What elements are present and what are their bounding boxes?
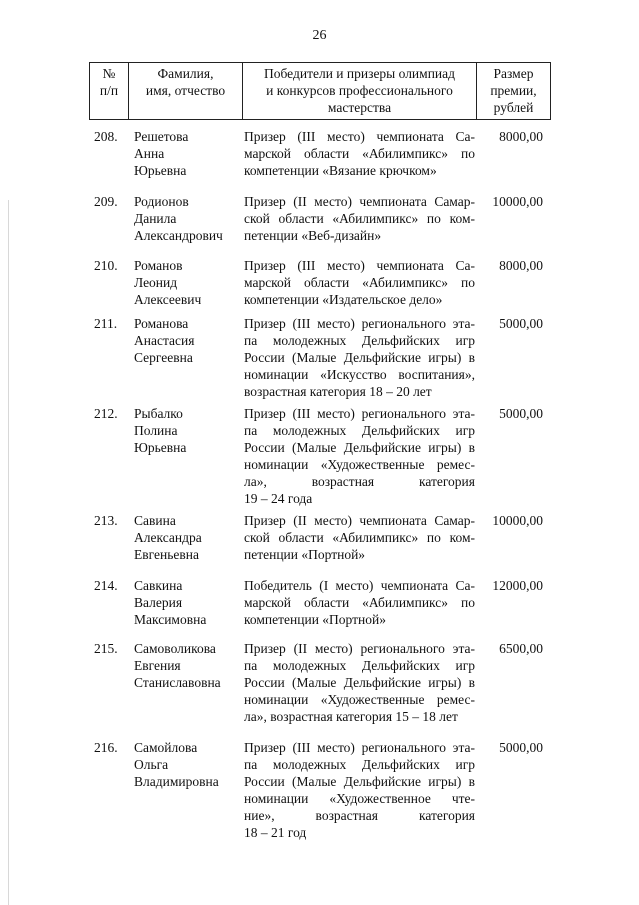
entry-number: 212. bbox=[94, 406, 118, 421]
entry-description: Призер (II место) чемпионата Самар- ской области «Абилимпикс» по ком- петенции «Портной» bbox=[244, 513, 475, 562]
header-name-column: Фамилия, имя, отчество bbox=[129, 63, 243, 120]
table-header bbox=[89, 62, 551, 120]
entry-name: Савкина Валерия Максимовна bbox=[134, 578, 207, 627]
entry-number: 211. bbox=[94, 316, 118, 331]
entry-number: 210. bbox=[94, 258, 118, 273]
entry-name: Родионов Данила Александрович bbox=[134, 194, 223, 243]
entry-prize: 12000,00 bbox=[492, 578, 543, 593]
entry-description: Призер (III место) чемпионата Са- марской области «Абилимпикс» по компетенции «Издательское дело» bbox=[244, 258, 475, 307]
entry-description: Призер (III место) регионального эта- па молодежных Дельфийских игр России (Малые Дельфийские игры) в номинации «Искусство воспитания», возрастная категория 18 – 20 лет bbox=[244, 316, 475, 399]
entry-name: Романова Анастасия Сергеевна bbox=[134, 316, 195, 365]
entry-number: 208. bbox=[94, 129, 118, 144]
entry-name: Самоволикова Евгения Станиславовна bbox=[134, 641, 221, 690]
entry-name: Савина Александра Евгеньевна bbox=[134, 513, 202, 562]
entry-description: Призер (II место) регионального эта- па молодежных Дельфийских игр России (Малые Дельфийские игры) в номинации «Художественные ремес- ла», возрастная категория 15 – 18 лет bbox=[244, 641, 475, 724]
header-description-column: Победители и призеры олимпиад и конкурсов профессионального мастерства bbox=[243, 63, 477, 120]
entry-description: Призер (III место) регионального эта- па молодежных Дельфийских игр России (Малые Дельфийские игры) в номинации «Художественные ремес- ла», возрастная категория 19 – 24 года bbox=[244, 406, 475, 506]
page-number: 26 bbox=[312, 28, 327, 43]
entry-name: Решетова Анна Юрьевна bbox=[134, 129, 189, 178]
entry-prize: 5000,00 bbox=[499, 406, 543, 421]
entry-description: Призер (III место) регионального эта- па молодежных Дельфийских игр России (Малые Дельфийские игры) в номинации «Художественное чте- ние», возрастная категория 18 – 21 год bbox=[244, 740, 475, 840]
entry-name: Рыбалко Полина Юрьевна bbox=[134, 406, 187, 455]
entry-name: Романов Леонид Алексеевич bbox=[134, 258, 202, 307]
scan-margin-line bbox=[8, 200, 9, 905]
header-prize-column: Размер премии, рублей bbox=[477, 63, 551, 120]
entry-number: 209. bbox=[94, 194, 118, 209]
entry-prize: 10000,00 bbox=[492, 194, 543, 209]
entry-number: 215. bbox=[94, 641, 118, 656]
entry-description: Призер (III место) чемпионата Са- марской области «Абилимпикс» по компетенции «Вязание крючком» bbox=[244, 129, 475, 178]
entry-prize: 10000,00 bbox=[492, 513, 543, 528]
entry-number: 213. bbox=[94, 513, 118, 528]
entry-number: 216. bbox=[94, 740, 118, 755]
entry-prize: 5000,00 bbox=[499, 740, 543, 755]
entry-prize: 8000,00 bbox=[499, 129, 543, 144]
entry-prize: 5000,00 bbox=[499, 316, 543, 331]
entry-description: Призер (II место) чемпионата Самар- ской области «Абилимпикс» по ком- петенции «Веб-дизайн» bbox=[244, 194, 475, 243]
entry-prize: 8000,00 bbox=[499, 258, 543, 273]
header-number-column: № п/п bbox=[90, 63, 129, 120]
entry-description: Победитель (I место) чемпионата Са- марской области «Абилимпикс» по компетенции «Портной» bbox=[244, 578, 475, 627]
entry-number: 214. bbox=[94, 578, 118, 593]
entry-prize: 6500,00 bbox=[499, 641, 543, 656]
entry-name: Самойлова Ольга Владимировна bbox=[134, 740, 219, 789]
